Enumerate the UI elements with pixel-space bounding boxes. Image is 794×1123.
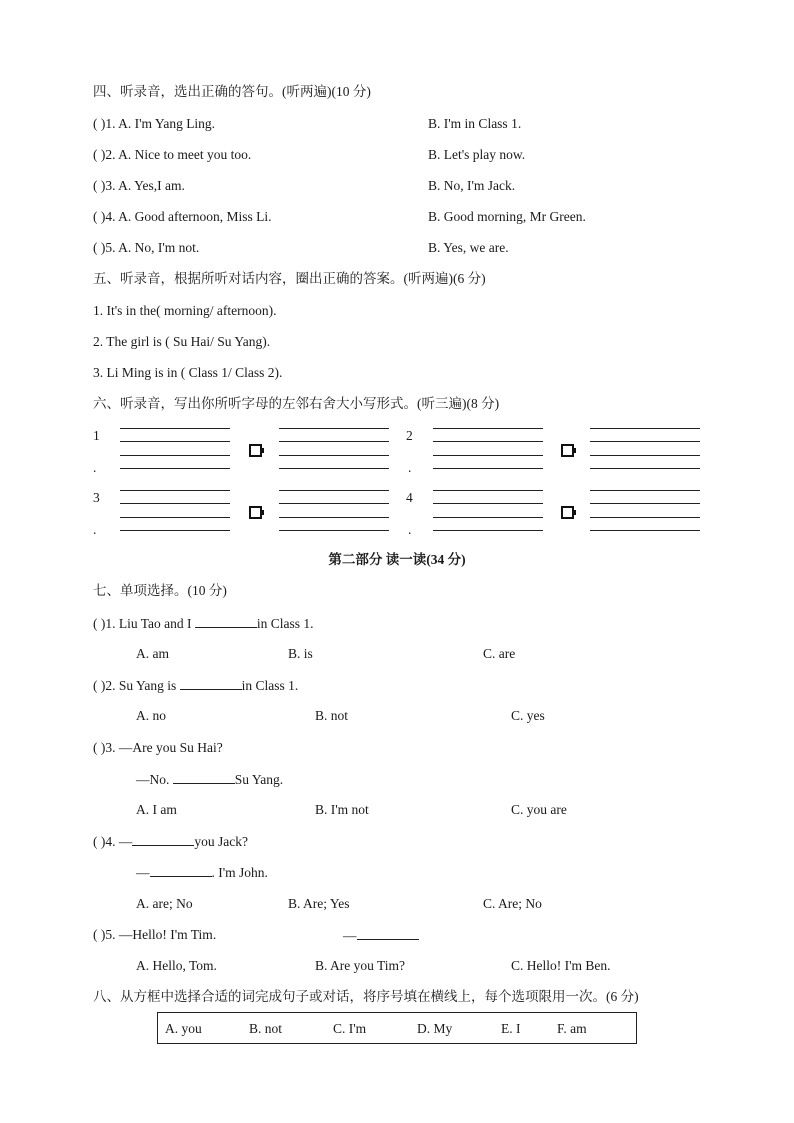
writing-line — [279, 455, 389, 456]
word-bank-option-c: C. I'm — [333, 1021, 367, 1036]
sec5-item-2: 2. The girl is ( Su Hai/ Su Yang). — [93, 334, 271, 349]
sec5-item-3: 3. Li Ming is in ( Class 1/ Class 2). — [93, 365, 283, 380]
writing-line — [433, 503, 543, 504]
sec4-q5: ( )5. A. No, I'm not. — [93, 240, 200, 255]
sec7-q1-b: B. is — [288, 646, 313, 661]
writing-line — [590, 455, 700, 456]
section-7-title: 七、单项选择。(10 分) — [93, 583, 227, 598]
sec7-q5-b: B. Are you Tim? — [315, 958, 406, 973]
sec7-q3-reply: —No. Su Yang. — [136, 772, 284, 787]
sec7-q4-b: B. Are; Yes — [288, 896, 350, 911]
word-bank-option-f: F. am — [557, 1021, 587, 1036]
writing-line — [433, 455, 543, 456]
answer-blank[interactable] — [150, 864, 212, 877]
letter-box — [249, 444, 262, 457]
sec7-q3-a: A. I am — [136, 802, 177, 817]
sec7-q4-c: C. Are; No — [483, 896, 542, 911]
writing-line — [279, 490, 389, 491]
writing-line — [279, 517, 389, 518]
sec7-q5-a: A. Hello, Tom. — [136, 958, 217, 973]
section-5-title: 五、听录音，根据所听对话内容，圈出正确的答案。(听两遍)(6 分) — [93, 271, 486, 286]
sec6-num-1: 1 — [93, 428, 100, 443]
letter-box — [561, 444, 574, 457]
writing-line — [120, 468, 230, 469]
writing-line — [279, 468, 389, 469]
writing-line — [590, 530, 700, 531]
sec6-dot-3: . — [93, 522, 97, 537]
sec7-q2-c: C. yes — [511, 708, 545, 723]
writing-line — [279, 530, 389, 531]
writing-line — [433, 468, 543, 469]
sec7-q2-a: A. no — [136, 708, 166, 723]
word-bank-option-b: B. not — [249, 1021, 283, 1036]
sec7-q5-reply: — — [343, 927, 419, 944]
sec4-q1: ( )1. A. I'm Yang Ling. — [93, 116, 216, 131]
sec7-q4-a: A. are; No — [136, 896, 193, 911]
writing-line — [279, 503, 389, 504]
sec4-q5-b: B. Yes, we are. — [428, 240, 509, 255]
sec4-q2: ( )2. A. Nice to meet you too. — [93, 147, 252, 162]
writing-line — [279, 441, 389, 442]
word-bank-option-e: E. I — [501, 1021, 521, 1036]
letter-box — [561, 506, 574, 519]
writing-line — [590, 503, 700, 504]
sec6-num-3: 3 — [93, 490, 100, 505]
sec6-num-4: 4 — [406, 490, 413, 505]
sec5-item-1: 1. It's in the( morning/ afternoon). — [93, 303, 277, 318]
part-2-title: 第二部分 读一读(34 分) — [328, 552, 466, 567]
writing-line — [120, 490, 230, 491]
answer-blank[interactable] — [357, 927, 419, 940]
writing-line — [120, 530, 230, 531]
word-bank-option-d: D. My — [417, 1021, 453, 1036]
sec4-q3-b: B. No, I'm Jack. — [428, 178, 516, 193]
writing-line — [120, 455, 230, 456]
writing-line — [433, 530, 543, 531]
sec7-q5: ( )5. —Hello! I'm Tim. — [93, 927, 217, 942]
answer-blank[interactable] — [132, 833, 194, 846]
sec6-num-2: 2 — [406, 428, 413, 443]
writing-line — [120, 503, 230, 504]
sec7-q1-a: A. am — [136, 646, 169, 661]
sec7-q4-reply: — . I'm John. — [136, 865, 268, 880]
sec6-dot-1: . — [93, 460, 97, 475]
writing-line — [433, 428, 543, 429]
writing-line — [120, 428, 230, 429]
sec4-q2-b: B. Let's play now. — [428, 147, 526, 162]
writing-line — [433, 441, 543, 442]
writing-line — [433, 490, 543, 491]
answer-blank[interactable] — [180, 677, 242, 690]
sec4-q1-b: B. I'm in Class 1. — [428, 116, 522, 131]
sec7-q3-c: C. you are — [511, 802, 567, 817]
sec7-q1-c: C. are — [483, 646, 516, 661]
writing-line — [279, 428, 389, 429]
sec7-q4: ( )4. — you Jack? — [93, 834, 248, 849]
writing-line — [590, 441, 700, 442]
sec7-q2: ( )2. Su Yang is in Class 1. — [93, 678, 299, 693]
sec4-q4-b: B. Good morning, Mr Green. — [428, 209, 586, 224]
writing-line — [590, 468, 700, 469]
sec4-q3: ( )3. A. Yes,I am. — [93, 178, 185, 193]
writing-line — [433, 517, 543, 518]
sec7-q1: ( )1. Liu Tao and I in Class 1. — [93, 616, 314, 631]
writing-line — [120, 441, 230, 442]
sec6-dot-2: . — [408, 460, 412, 475]
letter-box — [249, 506, 262, 519]
sec6-dot-4: . — [408, 522, 412, 537]
sec7-q3: ( )3. —Are you Su Hai? — [93, 740, 223, 755]
sec4-q4: ( )4. A. Good afternoon, Miss Li. — [93, 209, 272, 224]
section-4-title: 四、听录音，选出正确的答句。(听两遍)(10 分) — [93, 84, 371, 99]
writing-line — [590, 428, 700, 429]
section-6-title: 六、听录音，写出你所听字母的左邻右舍大小写形式。(听三遍)(8 分) — [93, 396, 500, 411]
word-bank-option-a: A. you — [165, 1021, 202, 1036]
writing-line — [590, 490, 700, 491]
answer-blank[interactable] — [195, 615, 257, 628]
writing-line — [590, 517, 700, 518]
sec7-q2-b: B. not — [315, 708, 349, 723]
section-8-title: 八、从方框中选择合适的词完成句子或对话，将序号填在横线上，每个选项限用一次。(6 分) — [93, 989, 639, 1004]
sec7-q3-b: B. I'm not — [315, 802, 369, 817]
sec7-q5-c: C. Hello! I'm Ben. — [511, 958, 611, 973]
writing-line — [120, 517, 230, 518]
answer-blank[interactable] — [173, 771, 235, 784]
